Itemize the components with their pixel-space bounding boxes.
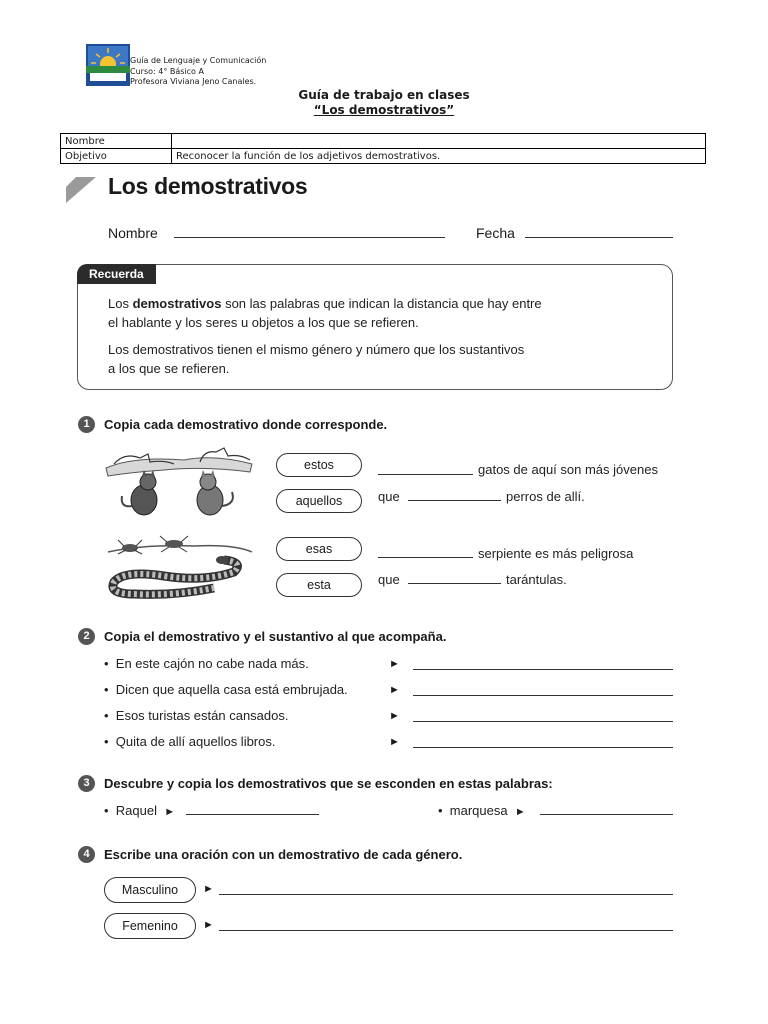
q2-item-2: • Dicen que aquella casa está embrujada.	[104, 682, 348, 697]
info-table	[60, 133, 706, 164]
guide-title: Guía de trabajo en clases	[298, 88, 470, 102]
p1-after: son las palabras que indican la distancia que hay entre	[221, 296, 542, 311]
q4-arrow-1: ►	[203, 883, 214, 895]
q1-number: 1	[78, 416, 95, 433]
option-aquellos[interactable]: aquellos	[276, 489, 362, 513]
nombre-input-line[interactable]	[174, 237, 445, 238]
q2-answer-line-3[interactable]	[413, 721, 673, 722]
p1-line2: el hablante y los seres u objetos a los que se refieren.	[108, 315, 419, 330]
q2-answer-line-1[interactable]	[413, 669, 673, 670]
table-row	[61, 134, 706, 149]
q2-answer-line-2[interactable]	[413, 695, 673, 696]
q2-text: Copia el demostrativo y el sustantivo al que acompaña.	[104, 629, 447, 644]
q1-sentence-2: perros de allí.	[506, 489, 585, 504]
guide-title-block	[0, 88, 768, 118]
q3-word-text: marquesa	[449, 803, 508, 818]
q2-arrow-3: ►	[389, 710, 400, 722]
q2-item-4: • Quita de allí aquellos libros.	[104, 734, 276, 749]
q4-answer-line-1[interactable]	[219, 894, 673, 895]
q3-answer-line-1[interactable]	[186, 814, 319, 815]
objetivo-label: Objetivo	[61, 149, 172, 164]
p2-line2: a los que se refieren.	[108, 361, 230, 376]
header-line-3: Profesora Viviana Jeno Canales.	[130, 77, 257, 86]
gender-femenino: Femenino	[104, 913, 196, 939]
q3-arrow-1: ►	[164, 806, 176, 818]
q1-sentence-2-pre: que	[378, 489, 400, 504]
table-row	[61, 149, 706, 164]
p1-bold: demostrativos	[132, 296, 222, 311]
option-esas[interactable]: esas	[276, 537, 362, 561]
q3-word-text: Raquel	[115, 803, 157, 818]
q2-item-3: • Esos turistas están cansados.	[104, 708, 289, 723]
header-line-1: Guía de Lenguaje y Comunicación	[130, 56, 267, 65]
worksheet-title: Los demostrativos	[108, 173, 308, 199]
q1-sentence-4: tarántulas.	[506, 572, 567, 587]
title-corner-icon	[66, 177, 96, 203]
q1-blank-2[interactable]	[408, 500, 501, 501]
q2-arrow-4: ►	[389, 736, 400, 748]
option-esta[interactable]: esta	[276, 573, 362, 597]
q1-sentence-1: gatos de aquí son más jóvenes	[478, 462, 658, 477]
q4-arrow-2: ►	[203, 919, 214, 931]
q2-item-text: Esos turistas están cansados.	[115, 708, 289, 723]
option-estos[interactable]: estos	[276, 453, 362, 477]
q2-item-1: • En este cajón no cabe nada más.	[104, 656, 309, 671]
q2-number: 2	[78, 628, 95, 645]
objetivo-value: Reconocer la función de los adjetivos demostrativos.	[172, 149, 706, 164]
p1-before: Los	[108, 296, 133, 311]
q1-blank-1[interactable]	[378, 474, 473, 475]
q2-arrow-2: ►	[389, 684, 400, 696]
guide-subtitle: “Los demostrativos”	[313, 103, 455, 117]
q3-answer-line-2[interactable]	[540, 814, 673, 815]
q3-number: 3	[78, 775, 95, 792]
gender-masculino: Masculino	[104, 877, 196, 903]
snake-spiders-illustration-icon	[104, 532, 254, 600]
q3-arrow-2: ►	[514, 806, 526, 818]
q1-text: Copia cada demostrativo donde corresponde.	[104, 417, 388, 432]
q2-answer-line-4[interactable]	[413, 747, 673, 748]
q4-answer-line-2[interactable]	[219, 930, 673, 931]
p2-line1: Los demostrativos tienen el mismo género y número que los sustantivos	[108, 342, 525, 357]
q4-text: Escribe una oración con un demostrativo de cada género.	[104, 847, 463, 862]
q3-text: Descubre y copia los demostrativos que se esconden en estas palabras:	[104, 776, 553, 791]
cats-dogs-illustration-icon	[104, 446, 254, 518]
q1-blank-3[interactable]	[378, 557, 473, 558]
q3-word-1: • Raquel ►	[104, 803, 176, 818]
q1-sentence-4-pre: que	[378, 572, 400, 587]
q2-arrow-1: ►	[389, 658, 400, 670]
fecha-input-line[interactable]	[525, 237, 673, 238]
header-line-2: Curso: 4° Básico A	[130, 66, 204, 76]
school-logo-icon	[86, 44, 130, 86]
q2-item-text: Quita de allí aquellos libros.	[115, 734, 276, 749]
nombre-label: Nombre	[61, 134, 172, 149]
worksheet-nombre-label: Nombre	[108, 225, 158, 241]
recuerda-badge: Recuerda	[77, 264, 156, 284]
school-header	[130, 56, 266, 88]
worksheet-fecha-label: Fecha	[476, 225, 515, 241]
q2-item-text: En este cajón no cabe nada más.	[115, 656, 309, 671]
q1-sentence-3: serpiente es más peligrosa	[478, 546, 634, 561]
q1-blank-4[interactable]	[408, 583, 501, 584]
recuerda-paragraph-2	[108, 340, 524, 378]
recuerda-paragraph-1	[108, 294, 542, 332]
q3-word-2: • marquesa ►	[438, 803, 526, 818]
nombre-field[interactable]	[172, 134, 706, 149]
q2-item-text: Dicen que aquella casa está embrujada.	[115, 682, 348, 697]
q4-number: 4	[78, 846, 95, 863]
